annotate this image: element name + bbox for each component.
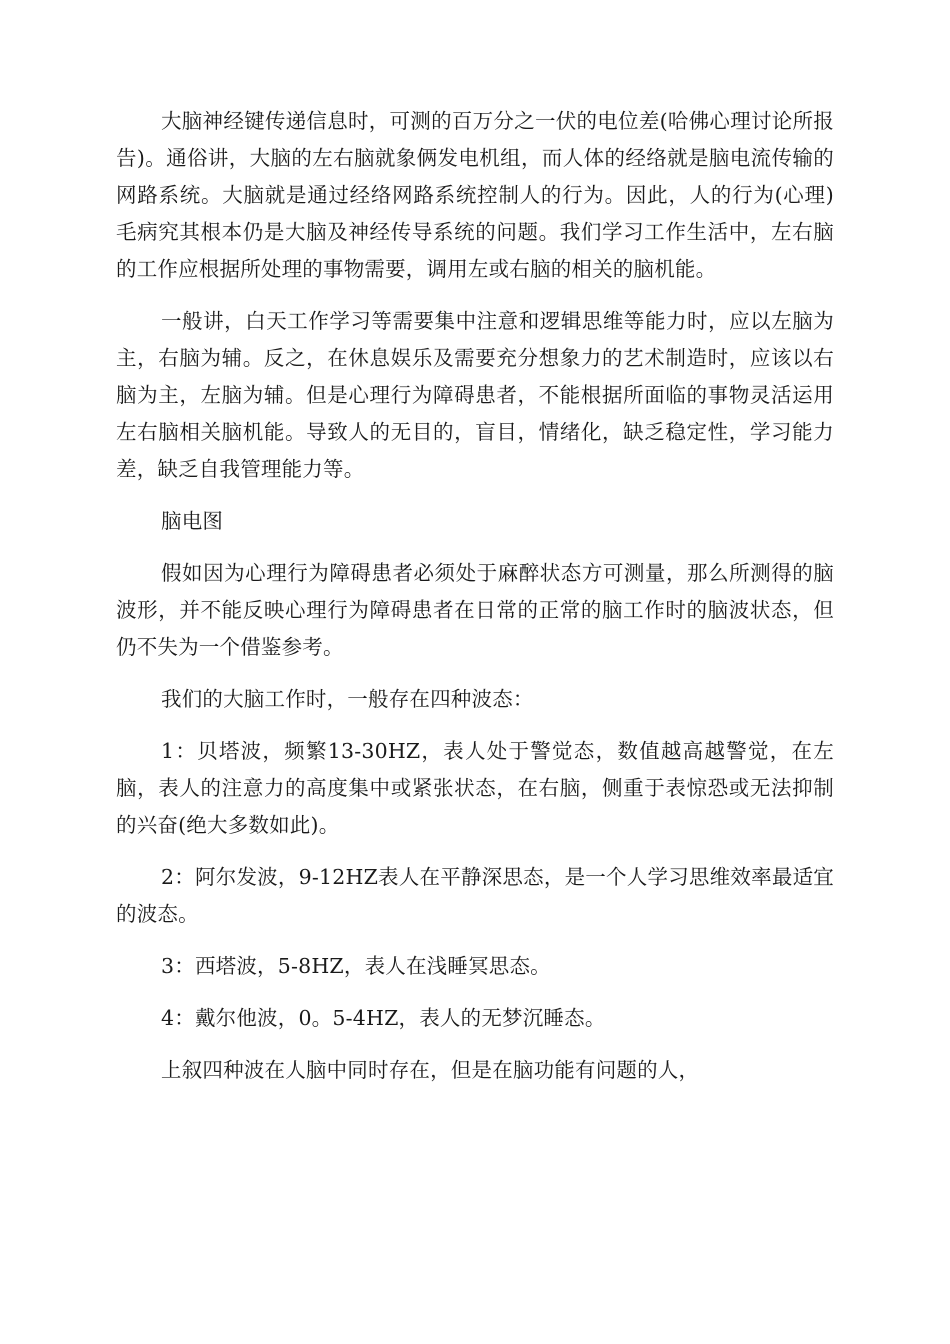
list-item-beta-wave: 1：贝塔波，频繁13-30HZ，表人处于警觉态，数值越高越警觉，在左脑，表人的注意力的高度集中或紧张状态，在右脑，侧重于表惊恐或无法抑制的兴奋(绝大多数如此)。	[116, 739, 834, 837]
paragraph-waves-coexist: 上叙四种波在人脑中同时存在，但是在脑功能有问题的人，	[161, 1058, 700, 1082]
list-item-theta-wave: 3：西塔波，5-8HZ，表人在浅睡冥思态。	[161, 954, 551, 978]
paragraph-left-right-brain: 一般讲，白天工作学习等需要集中注意和逻辑思维等能力时，应以左脑为主，右脑为辅。反之，在休息娱乐及需要充分想象力的艺术制造时，应该以右脑为主，左脑为辅。但是心理行为障碍患者，不能根据所面临的事物灵活运用左右脑相关脑机能。导致人的无目的，盲目，情绪化，缺乏稳定性，学习能力差，缺乏自我管理能力等。	[116, 309, 834, 481]
document-page	[116, 103, 834, 1104]
paragraph-four-waves-intro: 我们的大脑工作时，一般存在四种波态：	[161, 687, 534, 711]
paragraph-brain-synapse: 大脑神经键传递信息时，可测的百万分之一伏的电位差(哈佛心理讨论所报告)。通俗讲，大脑的左右脑就象俩发电机组，而人体的经络就是脑电流传输的网路系统。大脑就是通过经络网路系统控制人的行为。因此，人的行为(心理)毛病究其根本仍是大脑及神经传导系统的问题。我们学习工作生活中，左右脑的工作应根据所处理的事物需要，调用左或右脑的相关的脑机能。	[116, 109, 834, 281]
paragraph-anesthesia: 假如因为心理行为障碍患者必须处于麻醉状态方可测量，那么所测得的脑波形，并不能反映心理行为障碍患者在日常的正常的脑工作时的脑波状态，但仍不失为一个借鉴参考。	[116, 561, 834, 659]
list-item-delta-wave: 4：戴尔他波，0。5-4HZ，表人的无梦沉睡态。	[161, 1006, 606, 1030]
list-item-alpha-wave: 2：阿尔发波，9-12HZ表人在平静深思态，是一个人学习思维效率最适宜的波态。	[116, 865, 834, 926]
section-heading-eeg: 脑电图	[161, 509, 224, 533]
